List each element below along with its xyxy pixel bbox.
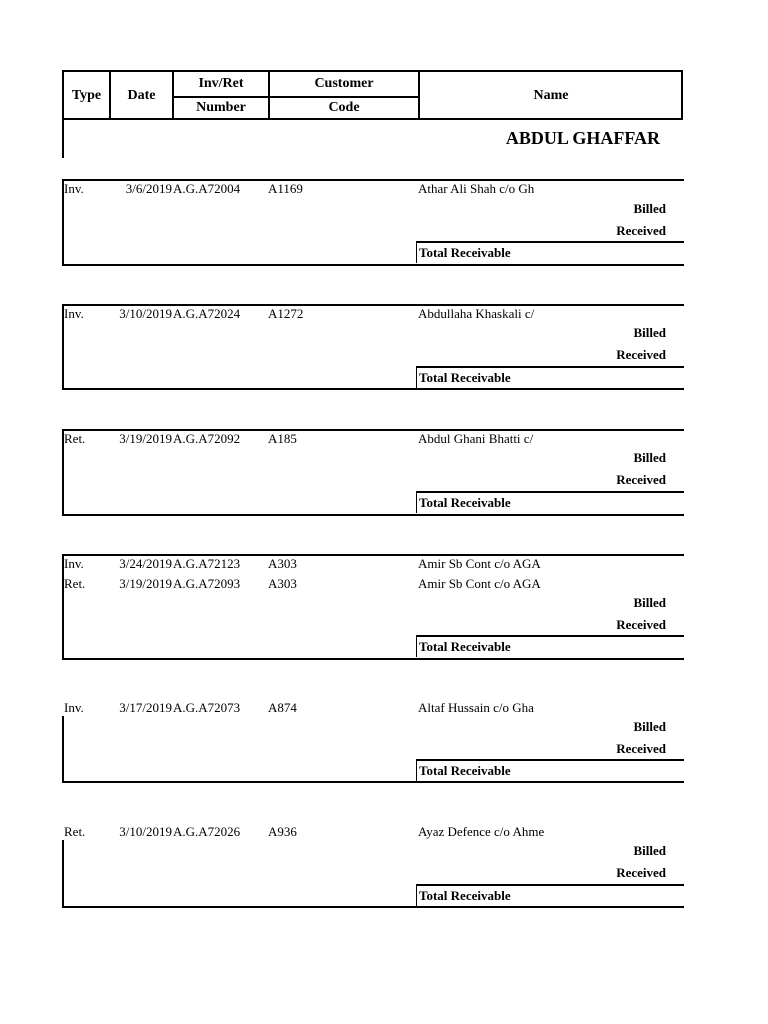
row-name: Abdul Ghani Bhatti c/ (418, 431, 534, 446)
billed-label: Billed (633, 450, 666, 465)
total-receivable-label: Total Receivable (419, 639, 511, 654)
row-name: Athar Ali Shah c/o Gh (418, 181, 535, 196)
header-code: Code (328, 100, 360, 115)
row-type: Ret. (64, 576, 86, 591)
row-number: A.G.A72026 (173, 824, 241, 839)
header-date: Date (127, 88, 156, 103)
received-label: Received (616, 617, 666, 632)
transaction-group (62, 698, 684, 783)
received-label: Received (616, 865, 666, 880)
row-date: 3/10/2019 (119, 824, 172, 839)
total-receivable-label: Total Receivable (419, 763, 511, 778)
row-type: Inv. (64, 700, 84, 715)
total-receivable-label: Total Receivable (419, 495, 511, 510)
row-number: A.G.A72093 (173, 576, 241, 591)
row-type: Ret. (64, 824, 86, 839)
row-type: Ret. (64, 431, 86, 446)
billed-label: Billed (633, 595, 666, 610)
received-label: Received (616, 472, 666, 487)
received-label: Received (616, 347, 666, 362)
row-number: A.G.A72073 (173, 700, 241, 715)
table-row (62, 304, 684, 324)
header-name: Name (533, 88, 569, 103)
row-type: Inv. (64, 556, 84, 571)
row-name: Ayaz Defence c/o Ahme (418, 824, 545, 839)
total-receivable-box (416, 491, 684, 513)
column-header (62, 70, 683, 120)
billed-label: Billed (633, 325, 666, 340)
row-date: 3/6/2019 (125, 181, 172, 196)
row-date: 3/17/2019 (119, 700, 172, 715)
row-date: 3/10/2019 (119, 306, 172, 321)
total-receivable-label: Total Receivable (419, 245, 511, 260)
transaction-group (62, 179, 684, 266)
row-number: A.G.A72004 (173, 181, 241, 196)
row-date: 3/19/2019 (119, 431, 172, 446)
row-number: A.G.A72123 (173, 556, 241, 571)
row-type: Inv. (64, 306, 84, 321)
group-border (62, 716, 64, 783)
group-border (62, 514, 684, 516)
table-row (62, 574, 684, 594)
page-corner-mark (590, 62, 630, 68)
transaction-group (62, 554, 684, 660)
transaction-group (62, 429, 684, 516)
row-code: A1169 (268, 181, 303, 196)
row-date: 3/24/2019 (119, 556, 172, 571)
total-receivable-label: Total Receivable (419, 370, 511, 385)
row-code: A303 (268, 576, 297, 591)
row-name: Amir Sb Cont c/o AGA (418, 556, 541, 571)
table-row (62, 698, 684, 718)
row-code: A303 (268, 556, 297, 571)
row-number: A.G.A72092 (173, 431, 241, 446)
header-divider (172, 96, 418, 98)
group-border (62, 264, 684, 266)
row-code: A185 (268, 431, 297, 446)
group-border (62, 906, 684, 908)
row-code: A936 (268, 824, 297, 839)
header-customer: Customer (314, 76, 374, 91)
received-label: Received (616, 741, 666, 756)
group-border (62, 781, 684, 783)
transaction-group (62, 304, 684, 390)
row-name: Abdullaha Khaskali c/ (418, 306, 535, 321)
owner-name: ABDUL GHAFFAR (505, 128, 660, 148)
row-name: Altaf Hussain c/o Gha (418, 700, 534, 715)
table-row (62, 179, 684, 199)
owner-border (62, 120, 64, 158)
received-label: Received (616, 223, 666, 238)
total-receivable-label: Total Receivable (419, 888, 511, 903)
row-code: A1272 (268, 306, 304, 321)
billed-label: Billed (633, 719, 666, 734)
table-row (62, 554, 684, 574)
row-code: A874 (268, 700, 297, 715)
total-receivable-box (416, 759, 684, 781)
total-receivable-box (416, 366, 684, 388)
group-border (62, 658, 684, 660)
row-number: A.G.A72024 (173, 306, 241, 321)
table-row (62, 822, 684, 842)
total-receivable-box (416, 884, 684, 906)
header-type: Type (71, 88, 102, 103)
header-inv-ret: Inv/Ret (198, 76, 244, 91)
billed-label: Billed (633, 201, 666, 216)
row-date: 3/19/2019 (119, 576, 172, 591)
row-name: Amir Sb Cont c/o AGA (418, 576, 541, 591)
total-receivable-box (416, 635, 684, 657)
header-number: Number (196, 100, 246, 115)
group-border (62, 840, 64, 908)
transaction-group (62, 822, 684, 908)
total-receivable-box (416, 241, 684, 263)
group-border (62, 388, 684, 390)
row-type: Inv. (64, 181, 84, 196)
table-row (62, 429, 684, 449)
billed-label: Billed (633, 843, 666, 858)
